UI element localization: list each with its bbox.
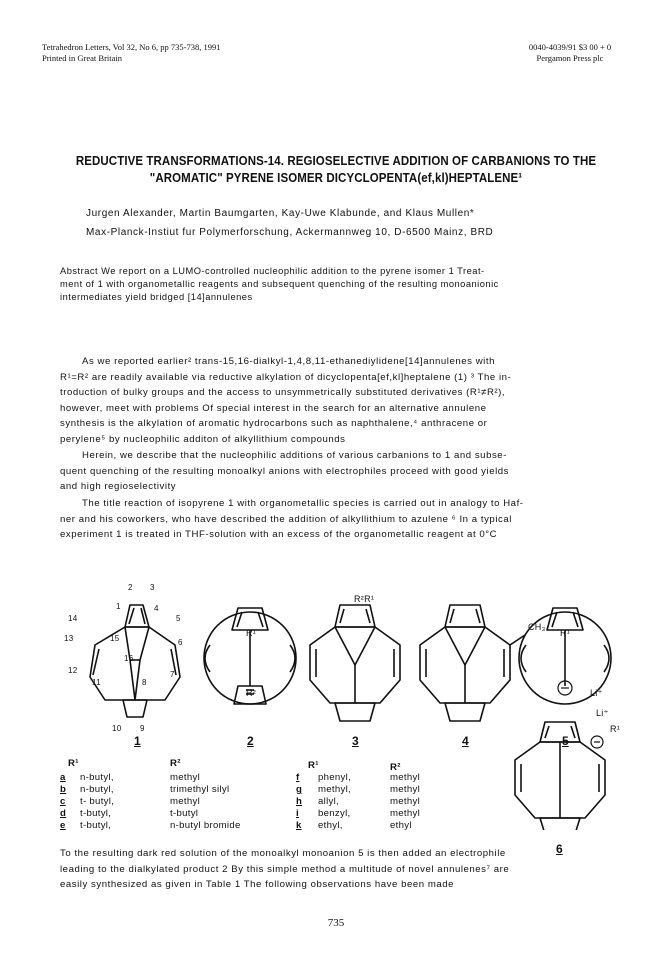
- text-line: The title reaction of isopyrene 1 with organometallic species is carried out in analogy to Haf-: [82, 498, 524, 509]
- row-r2: ethyl: [390, 820, 412, 831]
- paragraph-1: [60, 354, 616, 447]
- title-line-1: REDUCTIVE TRANSFORMATIONS-14. REGIOSELECTIVE ADDITION OF CARBANIONS TO THE: [75, 154, 597, 168]
- substituent-label: Li⁺: [590, 688, 603, 698]
- row-key: f: [296, 772, 300, 783]
- affiliation: Max-Planck-Instiut fur Polymerforschung, Ackermannweg 10, D-6500 Mainz, BRD: [86, 227, 494, 238]
- structure-1: [90, 605, 180, 717]
- compound-number: 5: [562, 734, 569, 748]
- row-r2: trimethyl silyl: [170, 784, 230, 795]
- text-line: however, meet with problems Of special interest in the search for an alternative annulene: [60, 402, 487, 414]
- substituent-label: Li⁺: [596, 708, 609, 718]
- row-key: g: [296, 784, 303, 795]
- column-header-r2: R²: [170, 758, 181, 769]
- compound-number: 4: [462, 734, 469, 748]
- publisher-line: Pergamon Press plc: [536, 53, 604, 63]
- text-line: To the resulting dark red solution of the monoalkyl monoanion 5 is then added an electrophile: [60, 848, 506, 859]
- article-title: [64, 153, 609, 187]
- compound-number: 6: [556, 842, 563, 856]
- atom-label: 7: [170, 670, 175, 679]
- text-line: perylene⁵ by nucleophilic additon of alkyllithium compounds: [60, 433, 346, 445]
- title-line-2: "AROMATIC" PYRENE ISOMER DICYCLOPENTA(ef,kl)HEPTALENE¹: [149, 171, 523, 185]
- paragraph-3: [60, 496, 616, 543]
- row-r1: n-butyl,: [80, 772, 114, 783]
- atom-label: 2: [128, 583, 133, 592]
- row-r2: t-butyl: [170, 808, 199, 819]
- journal-line: Tetrahedron Letters, Vol 32, No 6, pp 735-738, 1991: [42, 42, 221, 52]
- text-line: experiment 1 is treated in THF-solution with an excess of the organometallic reagent at 0°C: [60, 529, 498, 540]
- substituent-label: R¹: [560, 628, 571, 638]
- structure-4: [420, 605, 525, 721]
- substituent-table-left: [60, 758, 270, 832]
- row-key: k: [296, 820, 302, 831]
- paragraph-4: [60, 846, 616, 893]
- abstract-line: ment of 1 with organometallic reagents and subsequent quenching of the resulting monoanionic: [60, 279, 499, 289]
- atom-label: 4: [154, 604, 159, 613]
- row-r1: n-butyl,: [80, 784, 114, 795]
- abstract-line: intermediates yield bridged [14]annulenes: [60, 292, 253, 302]
- compound-number: 2: [247, 734, 254, 748]
- atom-label: 12: [68, 666, 78, 675]
- printed-line: Printed in Great Britain: [42, 53, 123, 63]
- row-r2: methyl: [390, 772, 421, 783]
- row-key: b: [60, 784, 67, 795]
- row-r1: t-butyl,: [80, 820, 112, 831]
- substituent-label: R²R¹: [354, 594, 375, 604]
- atom-label: 5: [176, 614, 181, 623]
- text-line: quent quenching of the resulting monoalkyl anions with electrophiles proceed with good yields: [60, 465, 510, 477]
- substituent-label: R¹: [610, 724, 621, 734]
- abstract: [60, 265, 616, 304]
- paragraph-2: [60, 448, 616, 495]
- row-key: c: [60, 796, 66, 807]
- text-line: Herein, we describe that the nucleophilic additions of various carbanions to 1 and subse-: [82, 450, 507, 461]
- text-line: and high regioselectivity: [60, 481, 177, 492]
- atom-label: 10: [112, 724, 122, 733]
- structure-3: [310, 605, 400, 721]
- row-r1: t-butyl,: [80, 808, 112, 819]
- atom-label: 15: [110, 634, 120, 643]
- row-key: d: [60, 808, 67, 819]
- row-key: a: [60, 772, 66, 783]
- row-r1: benzyl,: [318, 808, 351, 819]
- row-r1: methyl,: [318, 784, 352, 795]
- row-r2: methyl: [390, 784, 421, 795]
- row-r2: n-butyl bromide: [170, 820, 241, 831]
- author-list: Jurgen Alexander, Martin Baumgarten, Kay-Uwe Klabunde, and Klaus Mullen*: [86, 208, 475, 219]
- atom-label: 11: [92, 678, 101, 687]
- text-line: leading to the dialkylated product 2 By this simple method a multitude of novel annulenes⁷ are: [60, 863, 510, 875]
- compound-number: 1: [134, 734, 141, 748]
- abstract-line: Abstract We report on a LUMO-controlled nucleophilic addition to the pyrene isomer 1 Treat-: [60, 266, 485, 276]
- row-r1: t- butyl,: [80, 796, 115, 807]
- page-number: 735: [327, 917, 345, 929]
- atom-label: 13: [64, 634, 74, 643]
- substituent-label: CH₃: [528, 622, 546, 632]
- row-r1: ethyl,: [318, 820, 343, 831]
- price-block: [500, 42, 640, 64]
- substituent-label: R¹: [246, 628, 257, 638]
- atom-label: 6: [178, 638, 183, 647]
- journal-citation: [42, 42, 221, 64]
- row-r1: phenyl,: [318, 772, 352, 783]
- row-r2: methyl: [390, 796, 421, 807]
- row-r2: methyl: [170, 772, 201, 783]
- text-line: R¹=R² are readily available via reductive alkylation of dicyclopenta[ef,kl]heptalene (1) ³ The in-: [60, 371, 512, 383]
- substituent-table-right: [296, 758, 466, 832]
- column-header-r2: R²: [390, 762, 401, 773]
- row-key: i: [296, 808, 299, 819]
- text-line: ner and his coworkers, who have described the addition of alkyllithium to azulene ⁶ In a typical: [60, 513, 512, 525]
- compound-number: 3: [352, 734, 359, 748]
- text-line: easily synthesized as given in Table 1 The following observations have been made: [60, 879, 455, 890]
- substituent-label: R²: [246, 688, 257, 698]
- atom-label: 1: [116, 602, 121, 611]
- text-line: troduction of bulky groups and the access to unsymmetrically substituted derivatives (R¹≠R²),: [60, 387, 506, 398]
- structure-6: [515, 722, 605, 830]
- atom-label: 9: [140, 724, 145, 733]
- column-header-r1: R¹: [308, 760, 319, 771]
- row-r1: allyl,: [318, 796, 339, 807]
- atom-label: 16: [124, 654, 134, 663]
- atom-label: 8: [142, 678, 147, 687]
- row-key: h: [296, 796, 303, 807]
- atom-label: 14: [68, 614, 78, 623]
- atom-label: 3: [150, 583, 155, 592]
- row-r2: methyl: [390, 808, 421, 819]
- price-line: 0040-4039/91 $3 00 + 0: [528, 42, 612, 52]
- row-key: e: [60, 820, 66, 831]
- column-header-r1: R¹: [68, 758, 79, 769]
- row-r2: methyl: [170, 796, 201, 807]
- text-line: synthesis is the alkylation of aromatic hydrocarbons such as naphthalene,⁴ anthracene or: [60, 418, 488, 429]
- text-line: As we reported earlier² trans-15,16-dialkyl-1,4,8,11-ethanediylidene[14]annulenes with: [82, 356, 495, 367]
